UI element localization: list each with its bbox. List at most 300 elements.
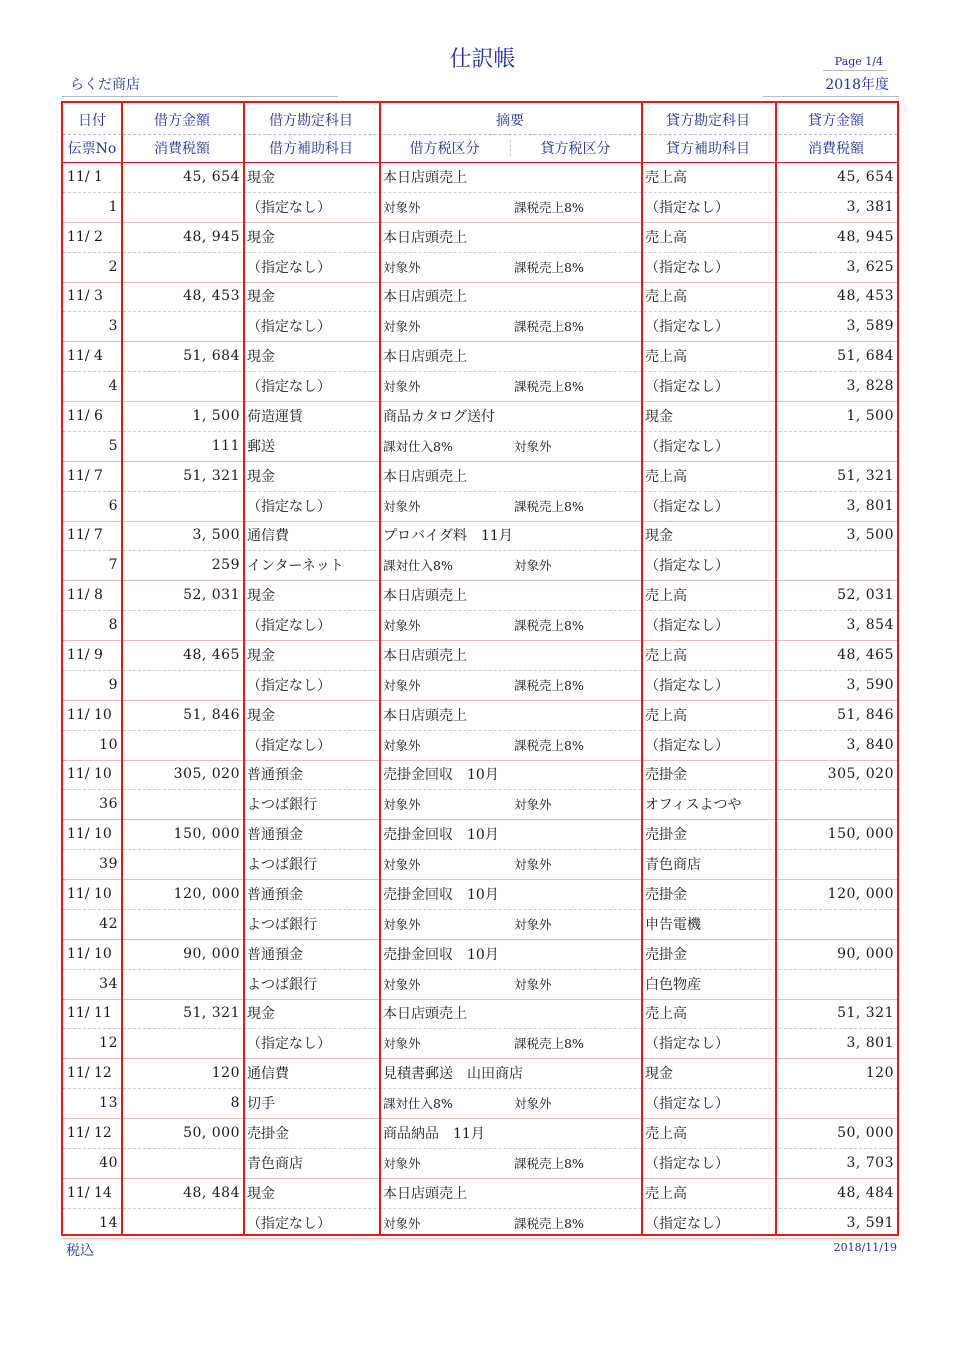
credit-sub-account: （指定なし） (645, 737, 729, 754)
credit-tax-class: 対象外 (514, 976, 552, 992)
credit-sub-account: （指定なし） (645, 438, 729, 455)
header-debit-tax-amount: 消費税額 (154, 141, 210, 157)
entry-main-line (63, 1058, 897, 1089)
entry-detail-line (63, 550, 897, 580)
company-name: らくだ商店 (62, 74, 338, 97)
credit-sub-account: （指定なし） (645, 1215, 729, 1232)
debit-amount: 48, 945 (183, 228, 240, 245)
credit-tax-amount: 3, 590 (846, 676, 894, 693)
credit-tax-amount (775, 550, 897, 580)
journal-entry (63, 760, 897, 821)
credit-tax-class: 課税売上8% (514, 319, 584, 335)
debit-account: 荷造運賃 (247, 408, 303, 425)
entry-date: 11/ 12 (67, 1065, 112, 1082)
debit-sub-account: （指定なし） (247, 259, 331, 276)
debit-amount: 51, 846 (183, 706, 240, 723)
entry-detail-line (63, 969, 897, 999)
header-tax-divider (510, 140, 511, 156)
entry-date: 11/ 10 (67, 706, 112, 723)
description: 売掛金回収 10月 (383, 946, 499, 963)
slip-number: 36 (99, 796, 118, 813)
credit-amount: 48, 484 (837, 1184, 894, 1201)
debit-tax-class: 課対仕入8% (383, 438, 453, 454)
description: 本日店頭売上 (383, 349, 467, 366)
entry-detail-line (63, 730, 897, 760)
entry-main-line (63, 700, 897, 731)
entry-detail-line (63, 1088, 897, 1118)
description: 売掛金回収 10月 (383, 767, 499, 784)
description: 本日店頭売上 (383, 229, 467, 246)
debit-tax-class: 対象外 (383, 737, 421, 753)
slip-number: 14 (99, 1214, 118, 1231)
debit-tax-amount (121, 371, 243, 401)
slip-number: 34 (99, 975, 118, 992)
description: 見積書郵送 山田商店 (383, 1066, 523, 1083)
debit-tax-amount: 111 (211, 437, 240, 454)
description: 本日店頭売上 (383, 468, 467, 485)
entry-detail-line (63, 1028, 897, 1058)
credit-amount: 1, 500 (846, 407, 894, 424)
credit-account: 現金 (645, 528, 673, 545)
entry-main-line (63, 162, 897, 193)
description: 本日店頭売上 (383, 707, 467, 724)
credit-tax-amount: 3, 625 (846, 258, 894, 275)
debit-tax-amount (121, 311, 243, 341)
debit-amount: 50, 000 (183, 1124, 240, 1141)
credit-tax-class: 対象外 (514, 438, 552, 454)
credit-amount: 150, 000 (827, 826, 894, 843)
credit-tax-amount: 3, 801 (846, 497, 894, 514)
entry-main-line (63, 1118, 897, 1149)
debit-account: 現金 (247, 647, 275, 664)
credit-sub-account: （指定なし） (645, 558, 729, 575)
credit-account: 売上高 (645, 468, 687, 485)
credit-amount: 51, 846 (837, 706, 894, 723)
debit-account: 普通預金 (247, 946, 303, 963)
debit-amount: 3, 500 (192, 527, 240, 544)
entry-detail-line (63, 849, 897, 879)
credit-sub-account: （指定なし） (645, 1096, 729, 1113)
debit-account: 現金 (247, 1185, 275, 1202)
entry-date: 11/ 7 (67, 527, 103, 544)
credit-account: 売上高 (645, 229, 687, 246)
journal-entry (63, 341, 897, 402)
entry-date: 11/ 1 (67, 168, 103, 185)
debit-sub-account: （指定なし） (247, 737, 331, 754)
journal-entry (63, 521, 897, 582)
journal-table (61, 101, 899, 1236)
entry-detail-line (63, 610, 897, 640)
column-divider (121, 103, 123, 1234)
debit-sub-account: （指定なし） (247, 379, 331, 396)
description: 商品カタログ送付 (383, 408, 495, 425)
credit-account: 現金 (645, 1066, 673, 1083)
slip-number: 39 (99, 856, 118, 873)
entry-main-line (63, 401, 897, 432)
slip-number: 5 (108, 437, 118, 454)
slip-number: 2 (108, 258, 118, 275)
entry-main-line (63, 939, 897, 970)
credit-amount: 45, 654 (837, 168, 894, 185)
header-date: 日付 (78, 112, 106, 129)
credit-tax-class: 対象外 (514, 857, 552, 873)
debit-tax-amount (121, 849, 243, 879)
credit-tax-amount (775, 969, 897, 999)
debit-tax-class: 対象外 (383, 1036, 421, 1052)
entry-date: 11/ 11 (67, 1005, 112, 1022)
debit-tax-class: 対象外 (383, 857, 421, 873)
credit-tax-amount: 3, 854 (846, 617, 894, 634)
debit-sub-account: 郵送 (247, 438, 275, 455)
credit-tax-amount: 3, 381 (846, 198, 894, 215)
header-credit-tax-amount: 消費税額 (808, 141, 864, 157)
credit-tax-class: 対象外 (514, 916, 552, 932)
credit-sub-account: （指定なし） (645, 1036, 729, 1053)
debit-sub-account: よつば銀行 (247, 976, 317, 993)
debit-tax-class: 対象外 (383, 1155, 421, 1171)
credit-sub-account: （指定なし） (645, 1155, 729, 1172)
credit-tax-class: 課税売上8% (514, 1036, 584, 1052)
debit-amount: 150, 000 (173, 826, 240, 843)
credit-sub-account: （指定なし） (645, 677, 729, 694)
credit-tax-class: 課税売上8% (514, 737, 584, 753)
entry-main-line (63, 879, 897, 910)
entry-date: 11/ 10 (67, 945, 112, 962)
entry-date: 11/ 7 (67, 467, 103, 484)
credit-amount: 48, 945 (837, 228, 894, 245)
debit-account: 現金 (247, 468, 275, 485)
debit-tax-class: 対象外 (383, 498, 421, 514)
credit-tax-amount: 3, 828 (846, 378, 894, 395)
slip-number: 40 (99, 1154, 118, 1171)
debit-tax-class: 課対仕入8% (383, 558, 453, 574)
entry-main-line (63, 282, 897, 313)
credit-tax-class: 課税売上8% (514, 379, 584, 395)
credit-sub-account: （指定なし） (645, 618, 729, 635)
credit-amount: 52, 031 (837, 587, 894, 604)
debit-amount: 48, 484 (183, 1184, 240, 1201)
description: 本日店頭売上 (383, 1006, 467, 1023)
debit-account: 現金 (247, 707, 275, 724)
debit-tax-class: 課対仕入8% (383, 1096, 453, 1112)
credit-tax-class: 対象外 (514, 797, 552, 813)
header-credit-tax-class: 貸方税区分 (540, 141, 611, 157)
debit-account: 売掛金 (247, 1125, 289, 1142)
debit-tax-amount (121, 789, 243, 819)
journal-entry (63, 461, 897, 522)
debit-amount: 305, 020 (173, 766, 240, 783)
description: 売掛金回収 10月 (383, 886, 499, 903)
credit-tax-amount (775, 909, 897, 939)
journal-entry (63, 1058, 897, 1119)
entry-date: 11/ 10 (67, 885, 112, 902)
header-description: 摘要 (496, 112, 524, 129)
credit-sub-account: 白色物産 (645, 976, 701, 993)
credit-account: 売上高 (645, 1185, 687, 1202)
debit-amount: 51, 321 (183, 467, 240, 484)
debit-account: 普通預金 (247, 767, 303, 784)
entry-date: 11/ 4 (67, 348, 103, 365)
entry-detail-line (63, 252, 897, 282)
journal-entry (63, 282, 897, 343)
debit-tax-class: 対象外 (383, 677, 421, 693)
debit-tax-class: 対象外 (383, 976, 421, 992)
debit-account: 通信費 (247, 1066, 289, 1083)
journal-entry (63, 939, 897, 1000)
debit-sub-account: インターネット (247, 558, 344, 575)
fiscal-year: 2018年度 (763, 74, 899, 97)
slip-number: 12 (99, 1035, 118, 1052)
entry-main-line (63, 521, 897, 552)
debit-tax-amount (121, 670, 243, 700)
entry-detail-line (63, 789, 897, 819)
debit-amount: 120 (211, 1065, 240, 1082)
slip-number: 13 (99, 1095, 118, 1112)
entry-detail-line (63, 1208, 897, 1238)
credit-amount: 51, 684 (837, 348, 894, 365)
credit-account: 売上高 (645, 1006, 687, 1023)
journal-entry (63, 640, 897, 701)
document-title: 仕訳帳 (449, 47, 516, 72)
credit-tax-amount (775, 431, 897, 461)
credit-account: 売掛金 (645, 946, 687, 963)
entry-detail-line (63, 371, 897, 401)
debit-tax-class: 対象外 (383, 797, 421, 813)
header-slip-no: 伝票No (67, 141, 117, 157)
journal-entry (63, 222, 897, 283)
credit-sub-account: オフィスよつや (645, 797, 742, 814)
journal-entry (63, 401, 897, 462)
debit-amount: 120, 000 (173, 885, 240, 902)
debit-account: 現金 (247, 1006, 275, 1023)
debit-sub-account: （指定なし） (247, 677, 331, 694)
credit-account: 売上高 (645, 1125, 687, 1142)
credit-account: 売上高 (645, 169, 687, 186)
credit-account: 売上高 (645, 349, 687, 366)
debit-account: 現金 (247, 229, 275, 246)
slip-number: 42 (99, 915, 118, 932)
entry-main-line (63, 640, 897, 671)
entry-main-line (63, 461, 897, 492)
debit-account: 現金 (247, 588, 275, 605)
debit-tax-amount (121, 909, 243, 939)
credit-amount: 48, 453 (837, 288, 894, 305)
journal-entry (63, 580, 897, 641)
credit-tax-amount (775, 1088, 897, 1118)
entry-main-line (63, 1178, 897, 1209)
entry-detail-line (63, 1148, 897, 1178)
debit-tax-amount: 8 (230, 1095, 240, 1112)
debit-tax-class: 対象外 (383, 259, 421, 275)
debit-sub-account: よつば銀行 (247, 916, 317, 933)
credit-tax-class: 課税売上8% (514, 1215, 584, 1231)
journal-entry (63, 162, 897, 223)
entry-date: 11/ 2 (67, 228, 103, 245)
journal-entry (63, 1178, 897, 1239)
slip-number: 6 (108, 497, 118, 514)
description: プロバイダ料 11月 (383, 528, 513, 545)
entry-main-line (63, 999, 897, 1030)
debit-sub-account: （指定なし） (247, 199, 331, 216)
slip-number: 8 (108, 617, 118, 634)
debit-amount: 90, 000 (183, 945, 240, 962)
debit-tax-amount (121, 192, 243, 222)
credit-account: 売上高 (645, 647, 687, 664)
debit-sub-account: （指定なし） (247, 319, 331, 336)
page-number: Page 1/4 (823, 55, 887, 71)
credit-amount: 51, 321 (837, 467, 894, 484)
description: 売掛金回収 10月 (383, 827, 499, 844)
header-debit-sub-account: 借方補助科目 (269, 141, 353, 157)
debit-tax-class: 対象外 (383, 379, 421, 395)
credit-account: 売上高 (645, 707, 687, 724)
credit-tax-class: 課税売上8% (514, 199, 584, 215)
header-debit-amount: 借方金額 (154, 112, 210, 129)
debit-tax-amount (121, 252, 243, 282)
debit-amount: 48, 453 (183, 288, 240, 305)
journal-entry (63, 700, 897, 761)
print-date: 2018/11/19 (833, 1241, 897, 1254)
debit-tax-class: 対象外 (383, 1215, 421, 1231)
credit-tax-class: 課税売上8% (514, 618, 584, 634)
entry-main-line (63, 222, 897, 253)
credit-amount: 305, 020 (827, 766, 894, 783)
debit-tax-class: 対象外 (383, 916, 421, 932)
credit-tax-class: 対象外 (514, 558, 552, 574)
debit-tax-class: 対象外 (383, 319, 421, 335)
header-row-2 (63, 134, 897, 163)
debit-tax-amount: 259 (211, 557, 240, 574)
entry-detail-line (63, 311, 897, 341)
credit-account: 売掛金 (645, 827, 687, 844)
debit-sub-account: （指定なし） (247, 498, 331, 515)
credit-account: 売上高 (645, 289, 687, 306)
credit-tax-class: 課税売上8% (514, 498, 584, 514)
debit-account: 普通預金 (247, 827, 303, 844)
debit-amount: 1, 500 (192, 407, 240, 424)
column-divider (243, 103, 245, 1234)
credit-amount: 120, 000 (827, 885, 894, 902)
description: 本日店頭売上 (383, 289, 467, 306)
entry-date: 11/ 9 (67, 646, 103, 663)
slip-number: 7 (108, 557, 118, 574)
entry-detail-line (63, 670, 897, 700)
credit-account: 売上高 (645, 588, 687, 605)
description: 本日店頭売上 (383, 169, 467, 186)
debit-tax-amount (121, 610, 243, 640)
column-divider (379, 103, 381, 1234)
credit-tax-amount: 3, 703 (846, 1154, 894, 1171)
description: 商品納品 11月 (383, 1125, 485, 1142)
entry-date: 11/ 10 (67, 826, 112, 843)
header-credit-account: 貸方勘定科目 (666, 112, 750, 129)
debit-sub-account: 切手 (247, 1096, 275, 1113)
slip-number: 9 (108, 676, 118, 693)
credit-tax-amount: 3, 801 (846, 1035, 894, 1052)
column-divider (775, 103, 777, 1234)
credit-tax-class: 課税売上8% (514, 1155, 584, 1171)
credit-tax-amount: 3, 591 (846, 1214, 894, 1231)
description: 本日店頭売上 (383, 588, 467, 605)
credit-sub-account: 青色商店 (645, 857, 701, 874)
debit-amount: 48, 465 (183, 646, 240, 663)
credit-amount: 90, 000 (837, 945, 894, 962)
debit-amount: 52, 031 (183, 587, 240, 604)
entry-date: 11/ 6 (67, 407, 103, 424)
credit-amount: 50, 000 (837, 1124, 894, 1141)
debit-tax-class: 対象外 (383, 618, 421, 634)
credit-tax-amount: 3, 840 (846, 736, 894, 753)
debit-amount: 51, 321 (183, 1005, 240, 1022)
entry-main-line (63, 760, 897, 791)
entry-main-line (63, 580, 897, 611)
slip-number: 10 (99, 736, 118, 753)
debit-tax-amount (121, 1208, 243, 1238)
slip-number: 1 (108, 198, 118, 215)
entry-date: 11/ 8 (67, 587, 103, 604)
debit-account: 現金 (247, 349, 275, 366)
credit-sub-account: （指定なし） (645, 259, 729, 276)
debit-tax-amount (121, 491, 243, 521)
entry-detail-line (63, 909, 897, 939)
debit-account: 現金 (247, 169, 275, 186)
header-credit-amount: 貸方金額 (808, 112, 864, 129)
credit-sub-account: （指定なし） (645, 199, 729, 216)
entry-main-line (63, 819, 897, 850)
debit-amount: 51, 684 (183, 348, 240, 365)
entry-date: 11/ 10 (67, 766, 112, 783)
debit-sub-account: （指定なし） (247, 1215, 331, 1232)
credit-tax-amount: 3, 589 (846, 318, 894, 335)
journal-entry (63, 999, 897, 1060)
header-row-1 (63, 105, 897, 135)
credit-tax-amount (775, 789, 897, 819)
slip-number: 4 (108, 378, 118, 395)
debit-amount: 45, 654 (183, 168, 240, 185)
debit-tax-class: 対象外 (383, 199, 421, 215)
journal-entry (63, 819, 897, 880)
debit-account: 現金 (247, 289, 275, 306)
credit-account: 現金 (645, 408, 673, 425)
entry-date: 11/ 3 (67, 288, 103, 305)
debit-sub-account: （指定なし） (247, 1036, 331, 1053)
credit-sub-account: （指定なし） (645, 498, 729, 515)
debit-tax-amount (121, 969, 243, 999)
journal-entry (63, 1118, 897, 1179)
header-debit-account: 借方勘定科目 (269, 112, 353, 129)
tax-included-note: 税込 (66, 1243, 94, 1259)
debit-account: 通信費 (247, 528, 289, 545)
credit-sub-account: （指定なし） (645, 379, 729, 396)
debit-tax-amount (121, 1148, 243, 1178)
header-credit-sub-account: 貸方補助科目 (666, 141, 750, 157)
debit-account: 普通預金 (247, 886, 303, 903)
credit-amount: 48, 465 (837, 646, 894, 663)
credit-account: 売掛金 (645, 886, 687, 903)
credit-account: 売掛金 (645, 767, 687, 784)
header-debit-tax-class: 借方税区分 (409, 141, 480, 157)
description: 本日店頭売上 (383, 1185, 467, 1202)
debit-sub-account: 青色商店 (247, 1155, 303, 1172)
entry-detail-line (63, 192, 897, 222)
credit-tax-class: 対象外 (514, 1096, 552, 1112)
debit-sub-account: よつば銀行 (247, 857, 317, 874)
debit-sub-account: （指定なし） (247, 618, 331, 635)
credit-amount: 51, 321 (837, 1005, 894, 1022)
credit-amount: 120 (865, 1065, 894, 1082)
debit-tax-amount (121, 730, 243, 760)
entry-detail-line (63, 431, 897, 461)
